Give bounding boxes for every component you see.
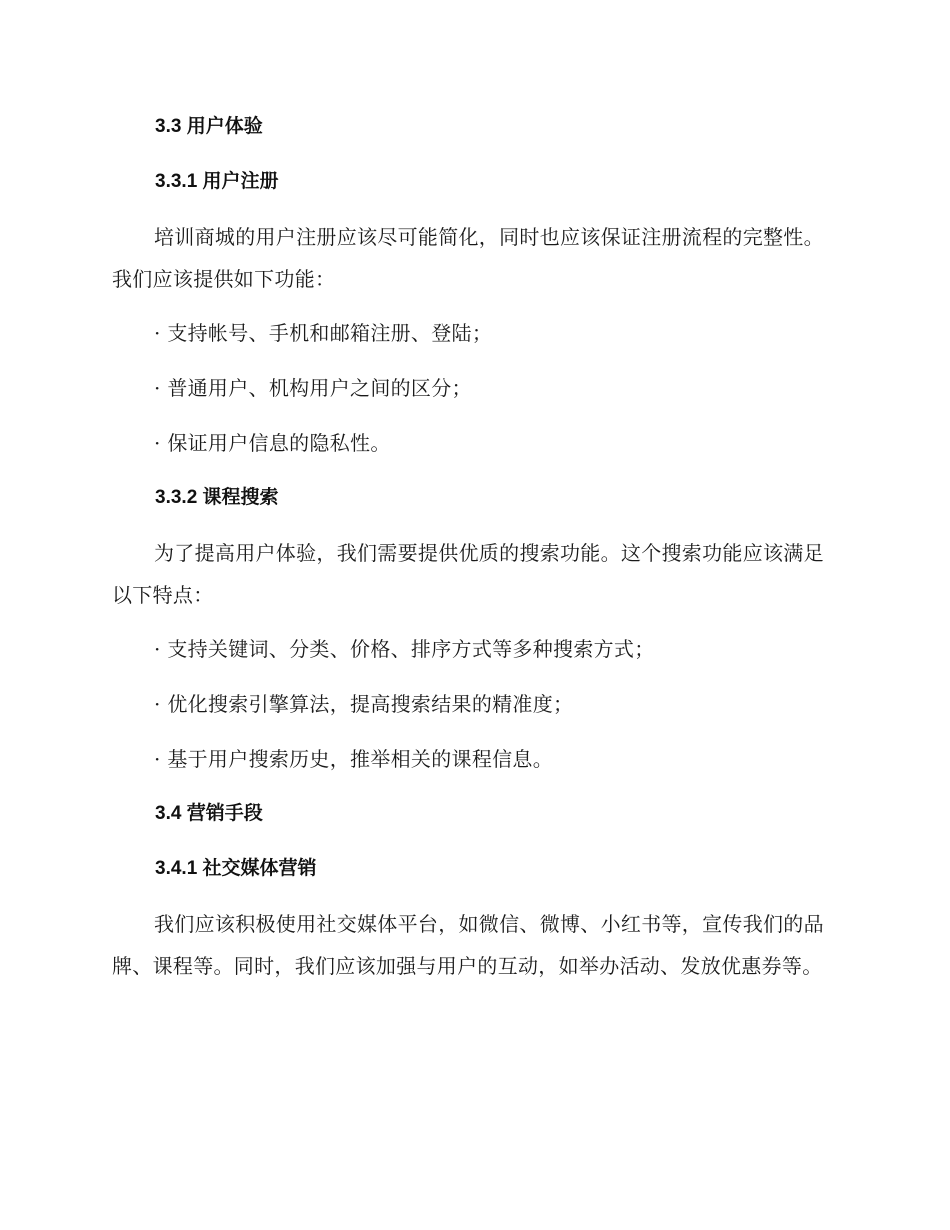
section-heading-3-4: 3.4 营销手段 bbox=[155, 803, 263, 824]
bullet-item: · 优化搜索引擎算法，提高搜索结果的精准度； bbox=[154, 692, 574, 716]
section-heading-3-3-2: 3.3.2 课程搜索 bbox=[155, 487, 279, 508]
bullet-item: · 保证用户信息的隐私性。 bbox=[154, 431, 391, 455]
bullet-item: · 支持关键词、分类、价格、排序方式等多种搜索方式； bbox=[154, 637, 655, 661]
paragraph-social-media-marketing: 我们应该积极使用社交媒体平台，如微信、微博、小红书等，宣传我们的品牌、课程等。同时，我们应该加强与用户的互动，如举办活动、发放优惠券等。 bbox=[112, 912, 824, 978]
section-heading-3-4-1: 3.4.1 社交媒体营销 bbox=[155, 858, 317, 879]
section-heading-3-3: 3.3 用户体验 bbox=[155, 116, 263, 137]
bullet-item: · 支持帐号、手机和邮箱注册、登陆； bbox=[154, 321, 493, 345]
bullet-item: · 基于用户搜索历史，推举相关的课程信息。 bbox=[154, 747, 554, 771]
paragraph-course-search: 为了提高用户体验，我们需要提供优质的搜索功能。这个搜索功能应该满足以下特点： bbox=[112, 541, 824, 607]
section-heading-3-3-1: 3.3.1 用户注册 bbox=[155, 171, 279, 192]
bullet-item: · 普通用户、机构用户之间的区分； bbox=[154, 376, 472, 400]
paragraph-user-registration: 培训商城的用户注册应该尽可能简化，同时也应该保证注册流程的完整性。我们应该提供如下功能： bbox=[112, 225, 824, 291]
